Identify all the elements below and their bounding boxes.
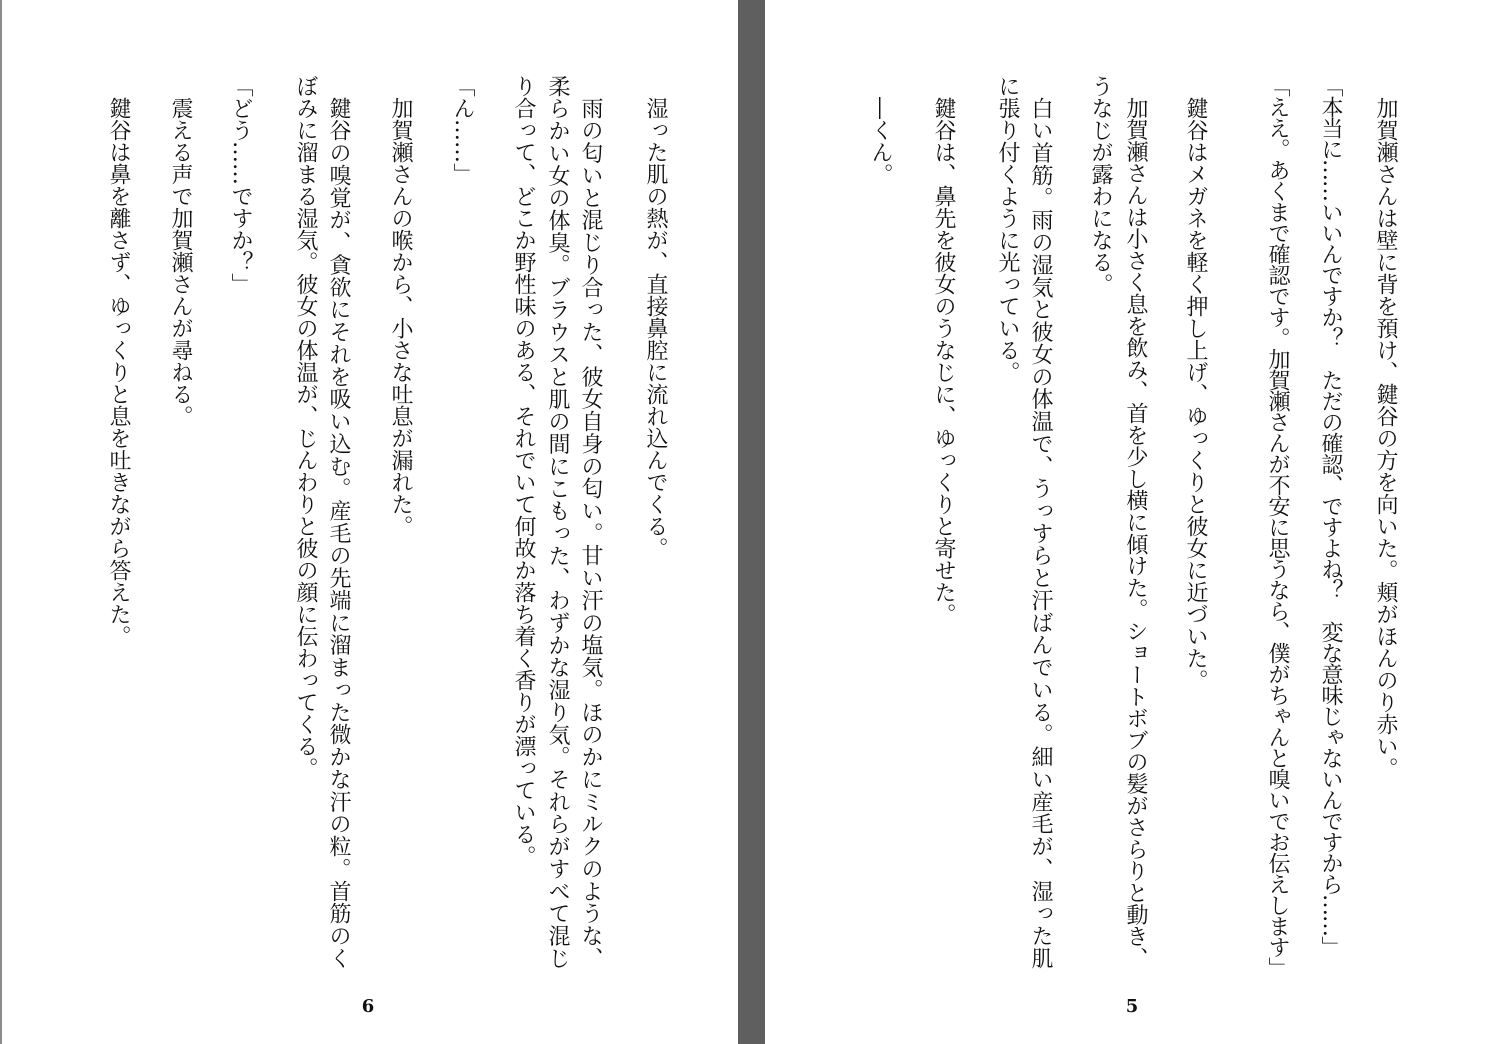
text-line: 鍵谷の嗅覚が、貪欲にそれを吸い込む。産毛の先端に溜まった微かな汗の粒。首筋のく (326, 97, 351, 968)
text-line: ぼみに溜まる湿気。彼女の体温が、じんわりと彼の顔に伝わってくる。 (293, 75, 318, 779)
page-gutter (738, 0, 765, 1044)
text-line: 鍵谷はメガネを軽く押し上げ、ゆっくりと彼女に近づいた。 (1183, 97, 1208, 691)
text-line: 「本当に……いいんですか？ ただの確認、ですよね？ 変な意味じゃないんですから……」 (1318, 75, 1343, 957)
text-line: 柔らかい女の体臭。ブラウスと肌の間にこもった、わずかな湿り気。それらがすべて混じ (545, 75, 570, 968)
text-line: 「ええ。あくまで確認です。加賀瀬さんが不安に思うなら、僕がちゃんと嗅いでお伝えします」 (1265, 75, 1290, 978)
text-line: 加賀瀬さんは壁に背を預け、鍵谷の方を向いた。頬がほんのり赤い。 (1373, 97, 1398, 779)
text-line: 加賀瀬さんは小さく息を飲み、首を少し横に傾けた。ショートボブの髪がさらりと動き、 (1123, 97, 1148, 968)
text-line: ―くん。 (868, 97, 893, 185)
text-line: 雨の匂いと混じり合った、彼女自身の匂い。甘い汗の塩気。ほのかにミルクのような、 (578, 97, 603, 968)
text-line: 鍵谷は鼻を離さず、ゆっくりと息を吐きながら答えた。 (106, 97, 131, 647)
text-line: 加賀瀬さんの喉から、小さな吐息が漏れた。 (388, 97, 413, 537)
text-line: 震える声で加賀瀬さんが尋ねる。 (168, 97, 193, 427)
text-line: に張り付くように光っている。 (995, 75, 1020, 383)
page-number: 6 (361, 996, 375, 1017)
page-left (0, 0, 738, 1044)
text-line: 「ん……」 (450, 75, 475, 185)
text-line: り合って、どこか野性味のある、それでいて何故か落ち着く香りが漂っている。 (511, 75, 536, 867)
text-line: 鍵谷は、鼻先を彼女のうなじに、ゆっくりと寄せた。 (931, 97, 956, 625)
page-right (765, 0, 1500, 1044)
text-line: 湿った肌の熱が、直接鼻腔に流れ込んでくる。 (643, 97, 668, 559)
page-number: 5 (1125, 996, 1139, 1017)
text-line: 「どう……ですか？」 (228, 75, 253, 295)
text-line: うなじが露わになる。 (1088, 75, 1113, 295)
text-line: 白い首筋。雨の湿気と彼女の体温で、うっすらと汗ばんでいる。細い産毛が、湿った肌 (1028, 97, 1053, 968)
